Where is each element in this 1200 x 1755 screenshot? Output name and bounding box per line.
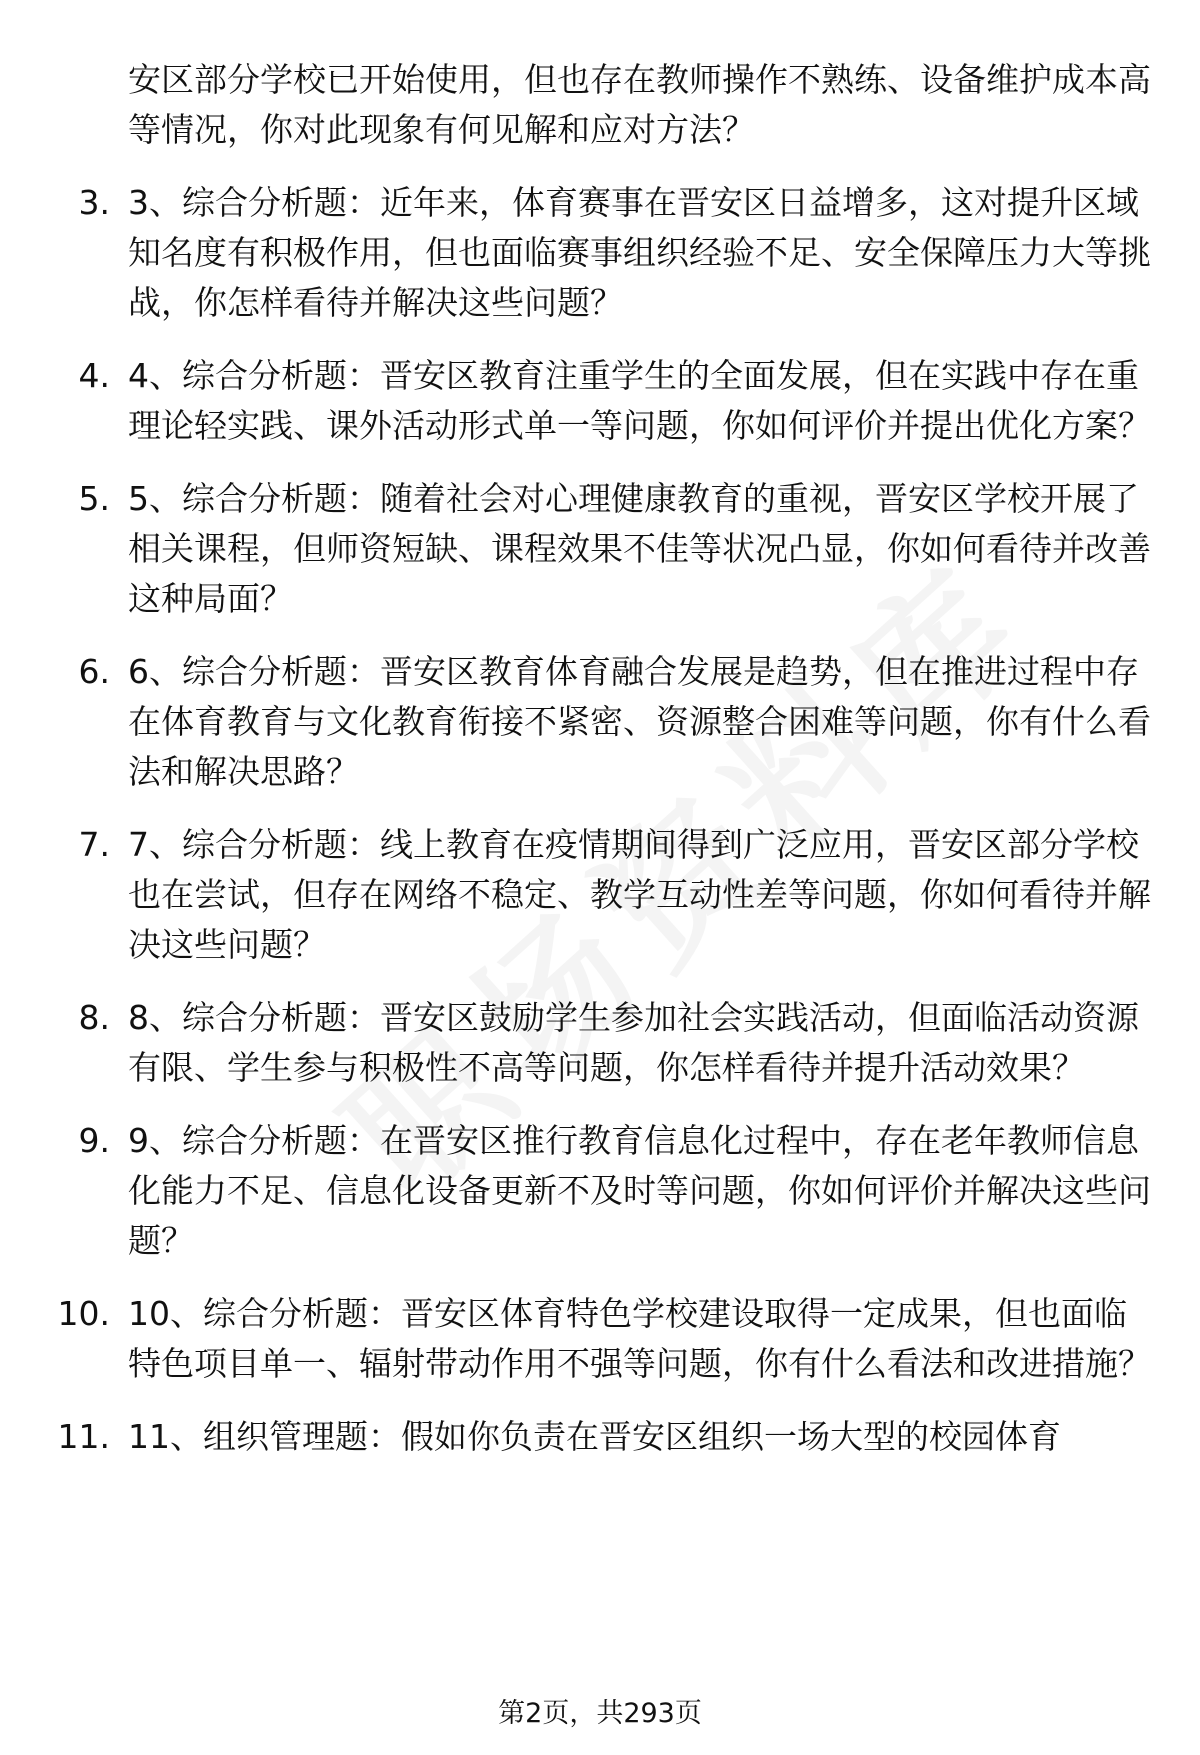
question-number: 11. bbox=[57, 1417, 110, 1456]
question-text: 7、综合分析题：线上教育在疫情期间得到广泛应用，晋安区部分学校也在尝试，但存在网络不稳定、教学互动性差等问题，你如何看待并解决这些问题？ bbox=[128, 825, 1151, 964]
question-item bbox=[78, 647, 1158, 797]
question-item bbox=[57, 1412, 1158, 1462]
question-item bbox=[78, 820, 1158, 970]
question-item bbox=[78, 474, 1158, 624]
question-number: 6. bbox=[78, 652, 110, 691]
question-text: 11、组织管理题：假如你负责在晋安区组织一场大型的校园体育 bbox=[128, 1417, 1061, 1456]
question-item bbox=[78, 178, 1158, 328]
question-item bbox=[78, 351, 1158, 451]
page-footer: 第2页，共293页 bbox=[498, 1698, 702, 1729]
question-text: 10、综合分析题：晋安区体育特色学校建设取得一定成果，但也面临特色项目单一、辐射带动作用不强等问题，你有什么看法和改进措施？ bbox=[128, 1294, 1151, 1383]
question-text: 5、综合分析题：随着社会对心理健康教育的重视，晋安区学校开展了相关课程，但师资短缺、课程效果不佳等状况凸显，你如何看待并改善这种局面？ bbox=[128, 479, 1151, 618]
question-text: 9、综合分析题：在晋安区推行教育信息化过程中，存在老年教师信息化能力不足、信息化设备更新不及时等问题，你如何评价并解决这些问题？ bbox=[128, 1121, 1151, 1260]
question-number: 9. bbox=[78, 1121, 110, 1160]
question-number: 7. bbox=[78, 825, 110, 864]
question-number: 4. bbox=[78, 356, 110, 395]
question-item bbox=[78, 1116, 1158, 1266]
continuation-paragraph: 安区部分学校已开始使用，但也存在教师操作不熟练、设备维护成本高等情况，你对此现象有何见解和应对方法？ bbox=[128, 60, 1151, 149]
question-number: 8. bbox=[78, 998, 110, 1037]
question-text: 3、综合分析题：近年来，体育赛事在晋安区日益增多，这对提升区域知名度有积极作用，但也面临赛事组织经验不足、安全保障压力大等挑战，你怎样看待并解决这些问题？ bbox=[128, 183, 1151, 322]
question-item bbox=[57, 1289, 1158, 1389]
question-item bbox=[78, 993, 1158, 1093]
question-text: 8、综合分析题：晋安区鼓励学生参加社会实践活动，但面临活动资源有限、学生参与积极性不高等问题，你怎样看待并提升活动效果？ bbox=[128, 998, 1139, 1087]
question-number: 5. bbox=[78, 479, 110, 518]
question-number: 10. bbox=[57, 1294, 110, 1333]
question-text: 6、综合分析题：晋安区教育体育融合发展是趋势，但在推进过程中存在体育教育与文化教育衔接不紧密、资源整合困难等问题，你有什么看法和解决思路？ bbox=[128, 652, 1151, 791]
question-list bbox=[0, 55, 1200, 1485]
question-text: 4、综合分析题：晋安区教育注重学生的全面发展，但在实践中存在重理论轻实践、课外活动形式单一等问题，你如何评价并提出优化方案？ bbox=[128, 356, 1151, 445]
question-number: 3. bbox=[78, 183, 110, 222]
